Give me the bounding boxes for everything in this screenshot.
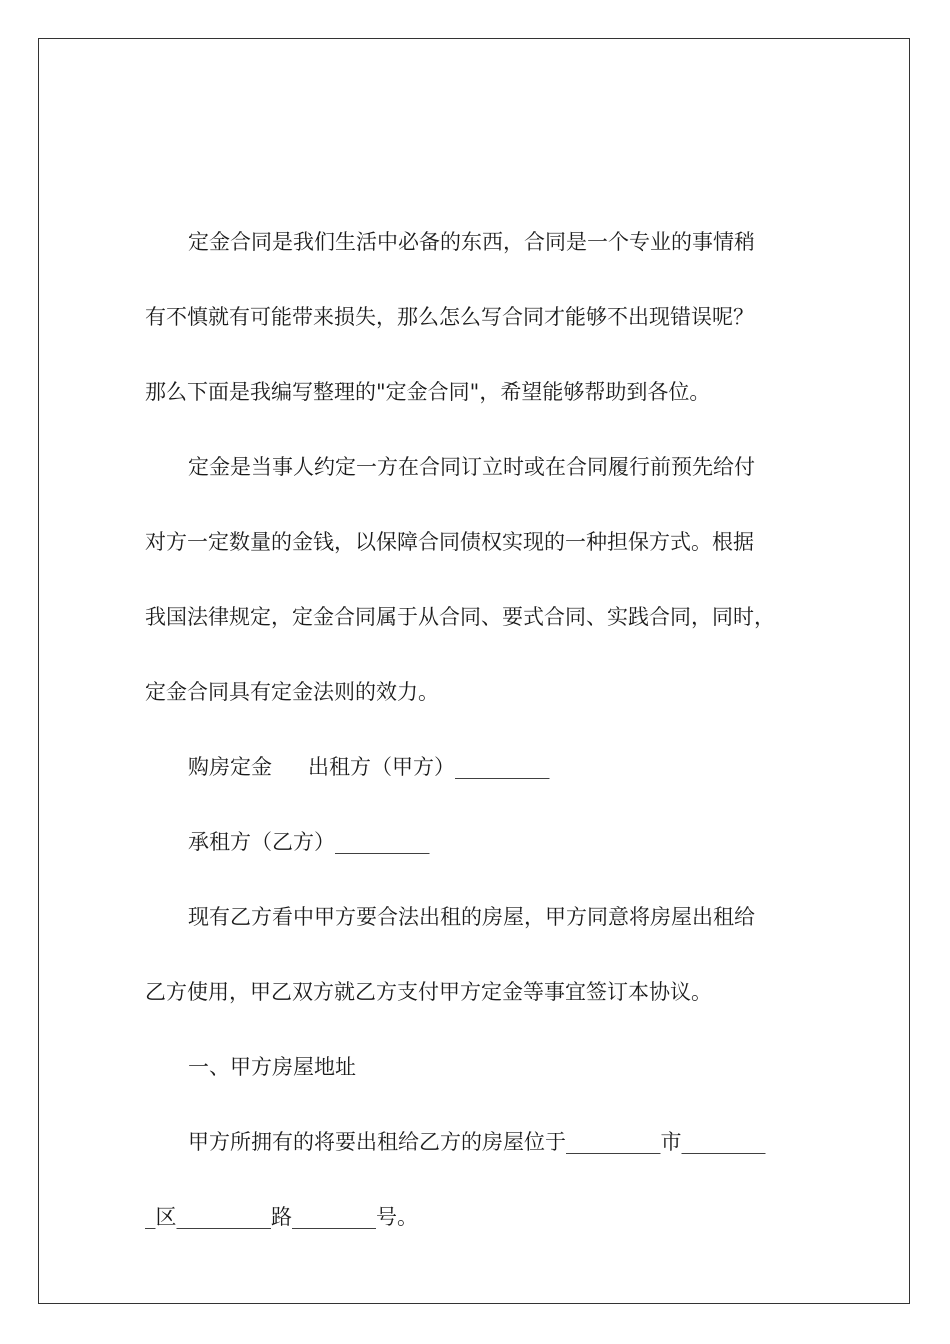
document-body <box>145 205 810 1255</box>
paragraph-line: 定金合同具有定金法则的效力。 <box>145 680 439 704</box>
paragraph-line: 现有乙方看中甲方要合法出租的房屋，甲方同意将房屋出租给 <box>188 905 755 929</box>
paragraph-line: 我国法律规定，定金合同属于从合同、要式合同、实践合同，同时， <box>145 605 775 629</box>
paragraph-line: 定金合同是我们生活中必备的东西，合同是一个专业的事情稍 <box>188 230 755 254</box>
paragraph-line: 有不慎就有可能带来损失，那么怎么写合同才能够不出现错误呢？ <box>145 305 754 329</box>
address-line: 甲方所拥有的将要出租给乙方的房屋位于_________市________ <box>188 1130 766 1154</box>
section-heading: 一、甲方房屋地址 <box>188 1055 356 1079</box>
paragraph-line: 乙方使用，甲乙双方就乙方支付甲方定金等事宜签订本协议。 <box>145 980 712 1004</box>
address-line: _区_________路________号。 <box>145 1205 418 1229</box>
contract-title-line <box>145 730 810 805</box>
paragraph-line: 对方一定数量的金钱，以保障合同债权实现的一种担保方式。根据 <box>145 530 754 554</box>
paragraph-line: 那么下面是我编写整理的"定金合同"，希望能够帮助到各位。 <box>145 380 711 404</box>
paragraph-line: 定金是当事人约定一方在合同订立时或在合同履行前预先给付 <box>188 455 755 479</box>
lessor-field: 出租方（甲方）_________ <box>308 755 550 779</box>
contract-title: 购房定金 <box>188 755 272 779</box>
lessee-field: 承租方（乙方）_________ <box>188 830 430 854</box>
